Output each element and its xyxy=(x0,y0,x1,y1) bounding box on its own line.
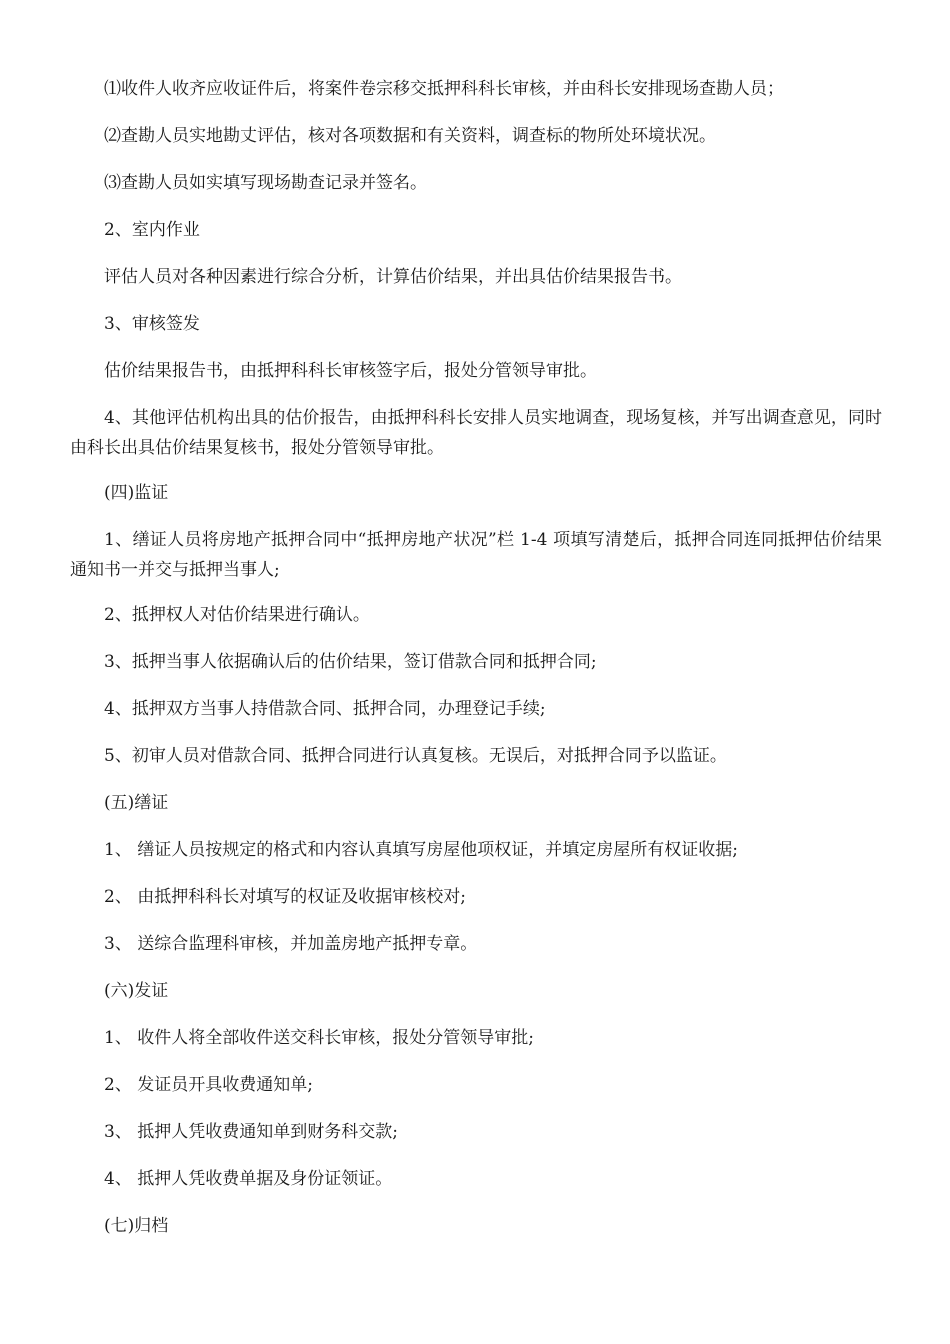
paragraph-1: ⑴收件人收齐应收证件后，将案件卷宗移交抵押科科长审核，并由科长安排现场查勘人员； xyxy=(104,79,784,99)
paragraph-13: 4、抵押双方当事人持借款合同、抵押合同，办理登记手续; xyxy=(104,699,546,719)
paragraph-3: ⑶查勘人员如实填写现场勘查记录并签名。 xyxy=(104,173,427,193)
paragraph-11: 2、抵押权人对估价结果进行确认。 xyxy=(104,605,370,625)
paragraph-5: 评估人员对各种因素进行综合分析，计算估价结果，并出具估价结果报告书。 xyxy=(104,267,682,287)
paragraph-20: 1、 收件人将全部收件送交科长审核，报处分管领导审批; xyxy=(104,1028,534,1048)
paragraph-17: 2、 由抵押科科长对填写的权证及收据审核校对; xyxy=(104,887,466,907)
paragraph-16: 1、 缮证人员按规定的格式和内容认真填写房屋他项权证，并填定房屋所有权证收据; xyxy=(104,840,738,860)
paragraph-8: 4、其他评估机构出具的估价报告，由抵押科科长安排人员实地调查，现场复核，并写出调查意见，同时由科长出具估价结果复核书，报处分管领导审批。 xyxy=(70,408,882,458)
paragraph-2: ⑵查勘人员实地勘丈评估，核对各项数据和有关资料，调查标的物所处环境状况。 xyxy=(104,126,716,146)
paragraph-12: 3、抵押当事人依据确认后的估价结果，签订借款合同和抵押合同; xyxy=(104,652,597,672)
paragraph-23: 4、 抵押人凭收费单据及身份证领证。 xyxy=(104,1169,393,1189)
paragraph-14: 5、初审人员对借款合同、抵押合同进行认真复核。无误后，对抵押合同予以监证。 xyxy=(104,746,727,766)
paragraph-10: 1、缮证人员将房地产抵押合同中“抵押房地产状况”栏 1-4 项填写清楚后，抵押合同连同抵押估价结果通知书一并交与抵押当事人; xyxy=(70,530,882,580)
paragraph-18: 3、 送综合监理科审核，并加盖房地产抵押专章。 xyxy=(104,934,478,954)
section-heading-5: (五)缮证 xyxy=(104,793,169,813)
paragraph-21: 2、 发证员开具收费通知单; xyxy=(104,1075,313,1095)
section-heading-review-sign: 3、审核签发 xyxy=(104,314,200,334)
paragraph-22: 3、 抵押人凭收费通知单到财务科交款; xyxy=(104,1122,398,1142)
section-heading-6: (六)发证 xyxy=(104,981,169,1001)
section-heading-indoor-work: 2、室内作业 xyxy=(104,220,200,240)
section-heading-4: (四)监证 xyxy=(104,483,169,503)
paragraph-7: 估价结果报告书，由抵押科科长审核签字后，报处分管领导审批。 xyxy=(104,361,597,381)
section-heading-7: (七)归档 xyxy=(104,1216,169,1236)
